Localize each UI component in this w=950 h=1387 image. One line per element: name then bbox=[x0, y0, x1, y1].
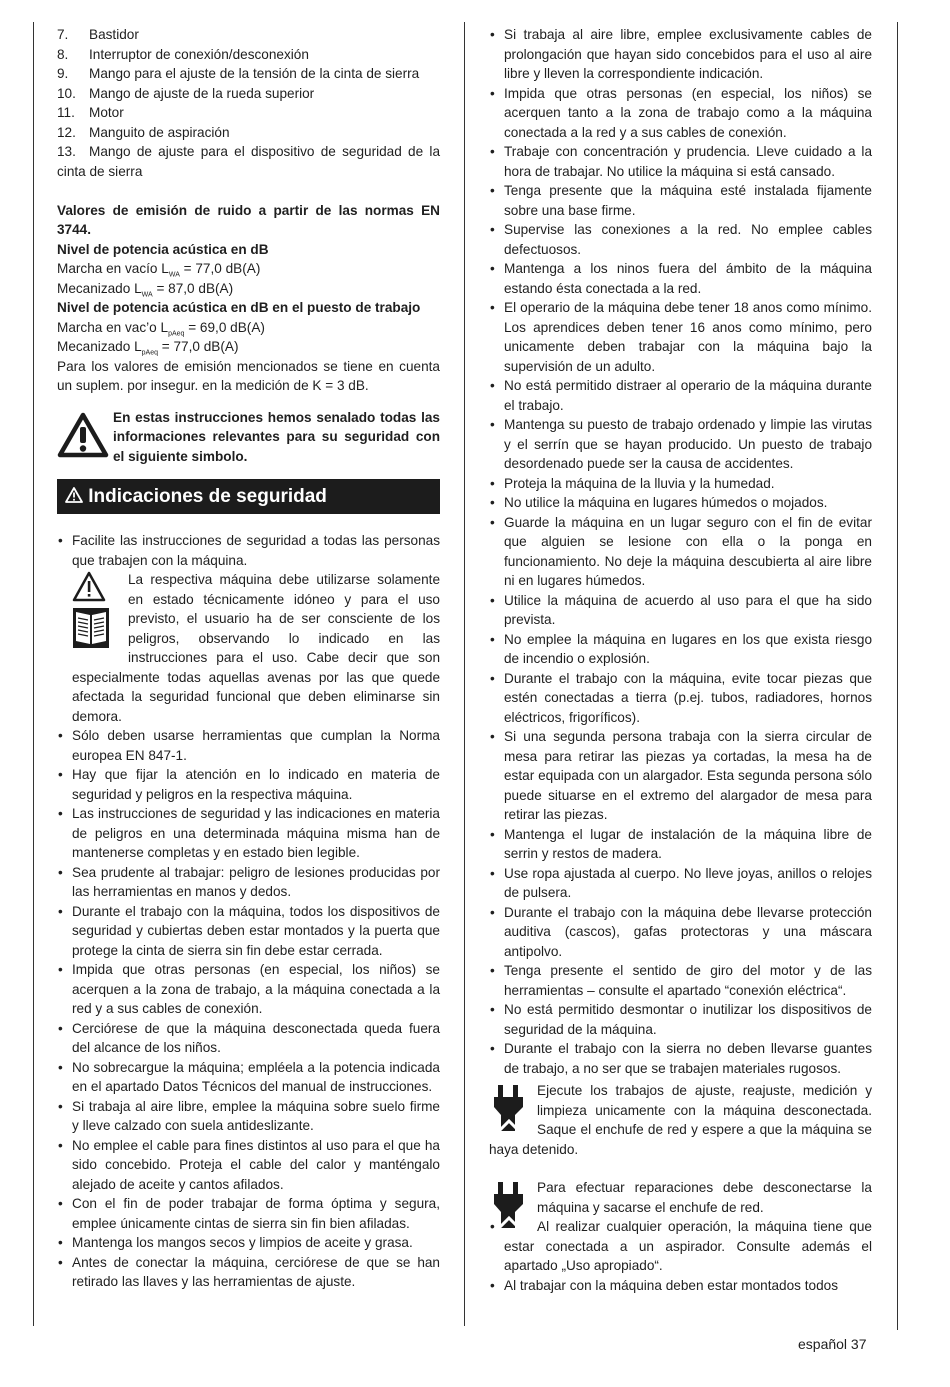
list-item: • Mantenga el lugar de instalación de la máquina libre de serrin y restos de madera. bbox=[489, 825, 872, 864]
list-item: • Al trabajar con la máquina deben estar montados todos bbox=[489, 1276, 872, 1296]
list-item: • Proteja la máquina de la lluvia y la humedad. bbox=[489, 474, 872, 494]
list-item: • Mantenga los mangos secos y limpios de aceite y grasa. bbox=[57, 1233, 440, 1253]
item-number: 12. bbox=[57, 124, 76, 140]
item-text: Manguito de aspiración bbox=[89, 124, 230, 140]
list-item: • Cerciórese de que la máquina desconectada queda fuera del alcance de los niños. bbox=[57, 1019, 440, 1058]
right-column bbox=[489, 25, 872, 1295]
item-text: Motor bbox=[89, 105, 124, 120]
list-item: • Con el fin de poder trabajar de forma óptima y segura, emplee únicamente cintas de sierra sin fin bien afiladas. bbox=[57, 1194, 440, 1233]
item-text: Mango de ajuste para el dispositivo de seguridad de la cinta de sierra bbox=[57, 144, 440, 179]
manual-icons bbox=[72, 570, 124, 658]
list-item: • Si trabaja al aire libre, emplee la máquina sobre suelo firme y lleve calzado con suela antideslizante. bbox=[57, 1097, 440, 1136]
noise-title: Valores de emisión de ruido a partir de las normas EN 3744. bbox=[57, 202, 440, 237]
item-number: 11. bbox=[57, 105, 75, 120]
list-item: • Antes de conectar la máquina, cerciórese de que se han retirado las llaves y las herramientas de ajuste. bbox=[57, 1253, 440, 1292]
column-rule-center bbox=[464, 22, 465, 1326]
list-item: • Use ropa ajustada al cuerpo. No lleve joyas, anillos o relojes de pulsera. bbox=[489, 864, 872, 903]
item-text: Mango para el ajuste de la tensión de la cinta de sierra bbox=[89, 66, 420, 81]
parts-list-item bbox=[57, 25, 440, 45]
warning-triangle-icon bbox=[65, 486, 88, 507]
column-rule-left bbox=[33, 22, 34, 1326]
page-footer: español 37 bbox=[798, 1336, 867, 1352]
list-item: • Impida que otras personas (en especial, los niños) se acerquen a la zona de trabajo, a la máquina conectada a la red y a sus cables de conexión. bbox=[57, 960, 440, 1019]
list-item: • Durante el trabajo con la máquina, evite tocar piezas que estén conectadas a tierra (p.ej. tubos, radiadores, hornos eléctricos, frigoríficos). bbox=[489, 669, 872, 728]
item-number: 13. bbox=[57, 144, 76, 159]
list-item: • Sea prudente al trabajar: peligro de lesiones producidas por las herramientas en manos y dedos. bbox=[57, 863, 440, 902]
list-item: • Supervise las conexiones a la red. No emplee cables defectuosos. bbox=[489, 220, 872, 259]
unplug-icon bbox=[489, 1081, 533, 1139]
list-item: • Facilite las instrucciones de seguridad a todas las personas que trabajen con la máquina. bbox=[57, 531, 440, 570]
list-item: • Durante el trabajo con la sierra no deben llevarse guantes de trabajo, a no ser que se trabajen materiales rugosos. bbox=[489, 1039, 872, 1078]
plug-note-2-text: Para efectuar reparaciones debe desconectarse la máquina y sacarse el enchufe de red. bbox=[537, 1180, 872, 1215]
noise-note: Para los valores de emisión mencionados se tiene en cuenta un suplem. por insegur. en la medición de K = 3 dB. bbox=[57, 358, 440, 393]
column-rule-right bbox=[897, 22, 898, 1330]
right-bullet-list bbox=[489, 25, 872, 1078]
list-item: • No sobrecargue la máquina; empléela a la potencia indicada en el apartado Datos Técnicos del manual de instrucciones. bbox=[57, 1058, 440, 1097]
list-item: • Las instrucciones de seguridad y las indicaciones en materia de peligros en una determinada máquina misma han de mantenerse completas y en estado bien legible. bbox=[57, 804, 440, 863]
power-level-heading: Nivel de potencia acústica en dB bbox=[57, 241, 269, 257]
parts-list-item bbox=[57, 64, 440, 84]
list-item: • El operario de la máquina debe tener 18 anos como mínimo. Los aprendices deben tener 16 anos como mínimo, pero unicamente deben trabajar con la máquina bajo la supervisión de un adulto. bbox=[489, 298, 872, 376]
item-number: 8. bbox=[57, 46, 69, 62]
noise-emission-block bbox=[57, 201, 440, 396]
warning-triangle-icon bbox=[57, 408, 113, 467]
list-item: • Durante el trabajo con la máquina debe llevarse protección auditiva (cascos), gafas protectoras y una máscara antipolvo. bbox=[489, 903, 872, 962]
list-item: • Al realizar cualquier operación, la máquina tiene que estar conectada a un aspirador. Consulte además el apartado „Uso apropiado“. bbox=[489, 1217, 872, 1276]
left-column bbox=[57, 25, 440, 1292]
workplace-level-heading: Nivel de potencia acústica en dB en el puesto de trabajo bbox=[57, 300, 421, 315]
parts-list bbox=[57, 25, 440, 181]
noise-idle-workplace-value: Marcha en vac’o $L_{pAeq} = 69,0$ dB(A) bbox=[57, 319, 265, 338]
list-item-with-icons bbox=[57, 570, 440, 726]
noise-machining-workplace-value: Mecanizado $L_{pAeq} = 77,0$ dB(A) bbox=[57, 339, 239, 357]
item-text: Interruptor de conexión/desconexión bbox=[89, 46, 309, 62]
list-item: • Durante el trabajo con la máquina, todos los dispositivos de seguridad y cubiertas deben estar montados y la puerta que protege la cinta de sierra sin fin debe estar cerrada. bbox=[57, 902, 440, 961]
noise-idle-value: Marcha en vacío $L_{WA} = 77,0$ dB(A) bbox=[57, 261, 261, 279]
list-item: • No emplee el cable para fines distintos al uso para el que ha sido concebido. Proteja el cable del calor y manténgalo alejado de aceite y cantos afilados. bbox=[57, 1136, 440, 1195]
item-number: 7. bbox=[57, 27, 69, 42]
item-number: 9. bbox=[57, 66, 69, 81]
parts-list-item bbox=[57, 45, 440, 65]
list-item: • Si una segunda persona trabaja con la sierra circular de mesa para retirar las piezas ya cortadas, la mesa ha de estar equipada con un alargador. Esta segunda persona sólo puede situarse en el extremo del alargador de mesa para retirar las piezas. bbox=[489, 727, 872, 825]
list-item: • Tenga presente que la máquina esté instalada fijamente sobre una base firme. bbox=[489, 181, 872, 220]
item-text: Mango de ajuste de la rueda superior bbox=[89, 85, 315, 101]
section-title: Indicaciones de seguridad bbox=[88, 486, 327, 507]
section-heading bbox=[57, 479, 440, 514]
list-item: • Utilice la máquina de acuerdo al uso para el que ha sido prevista. bbox=[489, 591, 872, 630]
list-item: • Sólo deben usarse herramientas que cumplan la Norma europea EN 847-1. bbox=[57, 726, 440, 765]
parts-list-item bbox=[57, 142, 440, 181]
plug-note-1-text: Ejecute los trabajos de ajuste, reajuste, medición y limpieza unicamente con la máquina desconectada. Saque el enchufe de red y espere a que la máquina se haya detenido. bbox=[489, 1083, 872, 1157]
list-item: • No está permitido desmontar o inutilizar los dispositivos de seguridad de la máquina. bbox=[489, 1000, 872, 1039]
item-text: Bastidor bbox=[89, 27, 139, 42]
right-bullet-list-continued bbox=[489, 1217, 872, 1295]
warning-note-text: En estas instrucciones hemos senalado todas las informaciones relevantes para su seguridad con el siguiente simbolo. bbox=[113, 409, 440, 464]
item-number: 10. bbox=[57, 85, 76, 101]
warning-note-block bbox=[57, 408, 440, 467]
noise-machining-value: Mecanizado $L_{WA} = 87,0$ dB(A) bbox=[57, 280, 234, 299]
list-item: • Impida que otras personas (en especial, los niños) se acerquen tanto a la zona de trabajo como a la máquina conectada a la red y a sus cables de conexión. bbox=[489, 84, 872, 143]
plug-note-1-block bbox=[489, 1081, 872, 1159]
parts-list-item bbox=[57, 123, 440, 143]
list-item: • Mantenga a los ninos fuera del ámbito de la máquina estando ésta conectada a la red. bbox=[489, 259, 872, 298]
read-manual-book-icon bbox=[72, 570, 124, 652]
list-item: • Trabaje con concentración y prudencia. Lleve cuidado a la hora de trabajar. No utilice la máquina si está cansado. bbox=[489, 142, 872, 181]
list-item: • No está permitido distraer al operario de la máquina durante el trabajo. bbox=[489, 376, 872, 415]
parts-list-item bbox=[57, 103, 440, 123]
list-item: • Mantenga su puesto de trabajo ordenado y limpie las virutas y el serrín que se hayan producido. Un puesto de trabajo desordenado puede ser la causa de accidentes. bbox=[489, 415, 872, 474]
list-item: • Hay que fijar la atención en lo indicado en materia de seguridad y peligros en la respectiva máquina. bbox=[57, 765, 440, 804]
left-bullet-list bbox=[57, 531, 440, 1292]
list-item: • No utilice la máquina en lugares húmedos o mojados. bbox=[489, 493, 872, 513]
parts-list-item bbox=[57, 84, 440, 104]
list-item: • No emplee la máquina en lugares en los que exista riesgo de incendio o explosión. bbox=[489, 630, 872, 669]
list-item: • Guarde la máquina en un lugar seguro con el fin de evitar que alguien se lesione con ella o la ponga en funcionamiento. No deje la máquina descubierta al aire libre ni en lugares húmedos. bbox=[489, 513, 872, 591]
manual-instructions-text: La respectiva máquina debe utilizarse solamente en estado técnicamente idóneo y para el uso previsto, el usuario ha de ser consciente de los peligros, observando lo indicado en las instrucciones para el uso. Cabe decir que son especialmente todas aquellas avenas por las que quede afectada la seguridad funcional que deben eliminarse sin demora. bbox=[72, 572, 440, 724]
plug-note-2-block bbox=[489, 1178, 872, 1217]
list-item: • Si trabaja al aire libre, emplee exclusivamente cables de prolongación que hayan sido concebidos para el uso al aire libre y lleven la correspondiente indicación. bbox=[489, 25, 872, 84]
list-item: • Tenga presente el sentido de giro del motor y de las herramientas – consulte el apartado “conexión eléctrica“. bbox=[489, 961, 872, 1000]
